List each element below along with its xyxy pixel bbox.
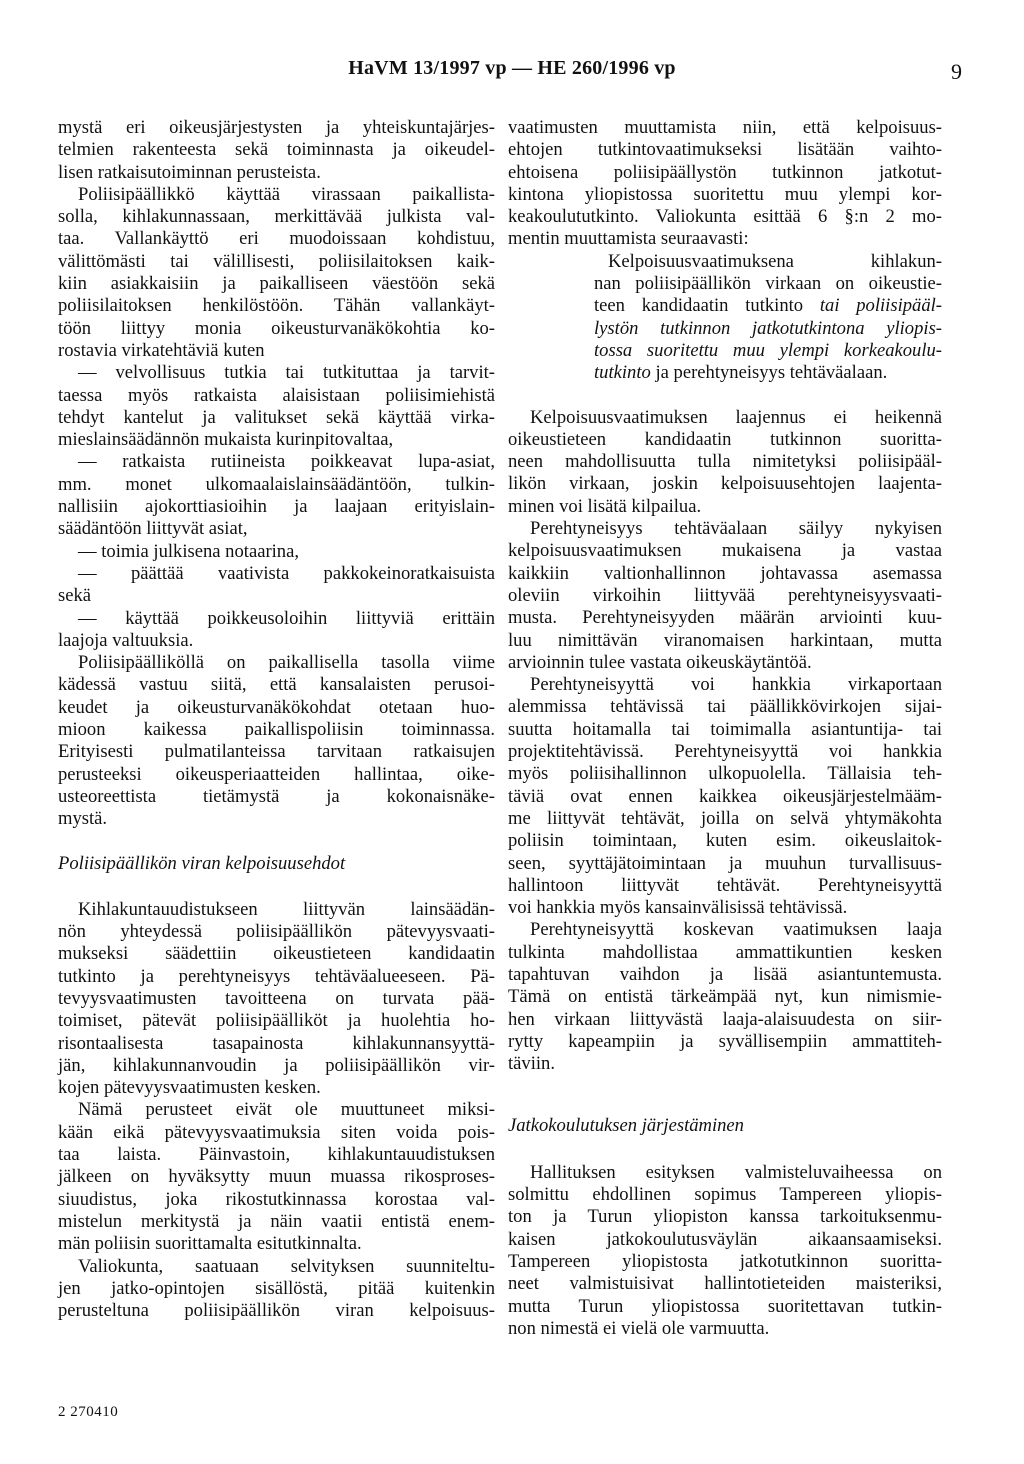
text-line: Poliisipäällikkö käyttää virassaan paikallista- — [78, 183, 495, 205]
text-line: risontaalisesta tasapainosta kihlakunnansyyttä- — [58, 1032, 495, 1054]
text-line: siuudistus, joka rikostutkinnassa korostaa val- — [58, 1188, 495, 1210]
text-line: Perehtyneisyyttä voi hankkia virkaportaan — [530, 674, 942, 696]
text-line: kintona yliopistossa suoritettu muu ylempi kor- — [508, 183, 942, 205]
text-line: solmittu ehdollinen sopimus Tampereen yliopis- — [508, 1184, 942, 1206]
text-line: me liittyvät tehtävät, joilla on selvä yhtymäkohta — [508, 807, 942, 829]
quote-line: nan poliisipäällikön virkaan on oikeustie- — [594, 273, 942, 295]
text-line: tutkinto ja perehtyneisyys tehtäväalueeseen. Pä- — [58, 965, 495, 987]
text-line: mieslainsäädännön mukaista kurinpitovaltaa, — [58, 429, 394, 451]
list-item-line: — käyttää poikkeusoloihin liittyviä erittäin — [78, 607, 495, 629]
text-line: Valiokunta, saatuaan selvityksen suunniteltu- — [78, 1255, 495, 1277]
text-line: mm. monet ulkomaalaislainsäädäntöön, tulkin- — [58, 473, 495, 495]
text-line: perusteltuna poliisipäällikön viran kelpoisuus- — [58, 1300, 495, 1322]
text-line: jen jatko-opintojen sisällöstä, pitää kuitenkin — [58, 1277, 495, 1299]
text-line: keakoulututkinto. Valiokunta esittää 6 §:n 2 mo- — [508, 206, 942, 228]
amendment-quote — [508, 251, 942, 385]
quote-line — [508, 362, 942, 384]
text-line: tapahtuvan vaihdon ja lisää asiantuntemusta. — [508, 963, 942, 985]
list-item-line: — päättää vaativista pakkokeinoratkaisuista — [78, 562, 495, 584]
text-line: jälkeen on hyväksytty muun muassa rikosproses- — [58, 1166, 495, 1188]
text-line: lisen ratkaisutoiminnan perusteista. — [58, 161, 321, 183]
text-line: arvioinnin tulee vastata oikeuskäytäntöä. — [508, 651, 812, 673]
text-line: Kelpoisuusvaatimuksen laajennus ei heikennä — [530, 406, 942, 428]
print-code: 2 270410 — [58, 1404, 119, 1420]
text-line: oleviin virkoihin liittyvää perehtyneisyysvaati- — [508, 584, 942, 606]
text-line: myös poliisihallinnon ulkopuolella. Tällaisia teh- — [508, 763, 942, 785]
text-line: vaatimusten muuttamista niin, että kelpoisuus- — [508, 117, 942, 138]
text-line: hallintoon liittyvät tehtävät. Perehtyneisyyttä — [508, 874, 942, 896]
section-heading-further-training: Jatkokoulutuksen järjestäminen — [508, 1115, 744, 1137]
text-line: perusteeksi oikeusperiaatteiden hallintaa, oike- — [58, 763, 495, 785]
text-line: nallisiin ajokorttiasioihin ja laajaan erityislain- — [58, 496, 495, 518]
text-line: tulkinta mahdollistaa ammattikuntien kesken — [508, 941, 942, 963]
text-line: seen, syyttäjätoimintaan ja muuhun turvallisuus- — [508, 852, 942, 874]
text-line: ton ja Turun yliopiston kanssa tarkoituksenmu- — [508, 1206, 942, 1228]
text-line: mukseksi säädettiin oikeustieteen kandidaatin — [58, 943, 495, 965]
text-line: Perehtyneisyys tehtäväalaan säilyy nykyisen — [530, 518, 942, 540]
right-section-body — [508, 1162, 942, 1340]
text-line: Tämä on entistä tärkeämpää nyt, kun nimismie- — [508, 986, 942, 1008]
text-line: kiin asiakkaisiin ja paikalliseen väestöön sekä — [58, 273, 495, 295]
quote-line: lystön tutkinnon jatkotutkintona yliopis- — [594, 317, 942, 339]
text-line: kään eikä pätevyysvaatimuksia siten voida pois- — [58, 1121, 495, 1143]
text-line: taessa myös ratkaista alaisistaan poliisimiehistä — [58, 384, 495, 406]
text-line: poliisilaitoksen henkilöstöön. Tähän vallankäyt- — [58, 295, 495, 317]
text-line: likön virkaan, joskin kelpoisuusehtojen laajenta- — [508, 473, 942, 495]
text-line: kaikkiin valtionhallinnon johtavassa asemassa — [508, 562, 942, 584]
text-line: keudet ja oikeusturvanäkökohdat otetaan huo- — [58, 696, 495, 718]
text-line: kelpoisuusvaatimuksen mukaisena ja vastaa — [508, 540, 942, 562]
quote-line: Kelpoisuusvaatimuksena kihlakun- — [608, 250, 942, 272]
text-line: kädessä vastuu siitä, että kansalaisten perusoi- — [58, 674, 495, 696]
text-line: non nimestä ei vielä ole varmuutta. — [508, 1317, 770, 1339]
quote-line-part: ja perehtyneisyys tehtäväalaan. — [650, 362, 888, 384]
text-line: hen virkaan liittyvästä laaja-alaisuudesta on siir- — [508, 1008, 942, 1030]
text-line: ehtoisena poliisipäällystön tutkinnon jatkotut- — [508, 161, 942, 183]
text-line: nön yhteydessä poliisipäällikön pätevyysvaati- — [58, 921, 495, 943]
list-item-line: — toimia julkisena notaarina, — [78, 540, 300, 562]
text-line: luu nimittävän viranomaisen harkintaan, mutta — [508, 629, 942, 651]
text-line: suutta hoitamalla tai toimimalla asiantuntija- tai — [508, 718, 942, 740]
text-line: ehtojen tutkintovaatimukseksi lisätään vaihto- — [508, 139, 942, 161]
text-line: telmien rakenteesta sekä toiminnasta ja oikeudel- — [58, 139, 495, 161]
text-line: tehdyt kantelut ja valitukset sekä käyttää virka- — [58, 406, 495, 428]
text-line: tevyysvaatimusten tavoitteena on turvata pää- — [58, 987, 495, 1009]
quote-line-part: teen kandidaatin tutkinto — [594, 295, 820, 317]
text-line: taa. Vallankäyttö eri muodoissaan kohdistuu, — [58, 228, 495, 250]
text-line: Erityisesti pulmatilanteissa tarvitaan ratkaisujen — [58, 741, 495, 763]
quote-line-italic-part: tai poliisipääl- — [819, 295, 942, 317]
text-line: rostavia virkatehtäviä kuten — [58, 339, 265, 361]
text-line: mystä. — [58, 808, 108, 830]
text-line: Kihlakuntauudistukseen liittyvän lainsäädän- — [78, 898, 495, 920]
text-line: täviä ovat ennen kaikkea oikeusjärjestelmääm- — [508, 785, 942, 807]
quote-line: tossa suoritettu muu ylempi korkeakoulu- — [594, 339, 942, 361]
text-line: Tampereen yliopistosta jatkotutkinnon suoritta- — [508, 1250, 942, 1272]
right-body-block — [508, 407, 942, 1076]
right-paragraph-block — [508, 117, 942, 251]
text-line: mentin muuttamista seuraavasti: — [508, 228, 749, 250]
left-section-body — [58, 899, 495, 1323]
page-number: 9 — [951, 59, 962, 84]
text-line: mioon kaikessa paikallispoliisin toiminnassa. — [58, 719, 495, 741]
text-line: Nämä perusteet eivät ole muuttuneet miksi- — [78, 1099, 495, 1121]
document-reference-title: HaVM 13/1997 vp — HE 260/1996 vp — [348, 57, 676, 79]
text-line: jän, kihlakunnanvoudin ja poliisipäällikön vir- — [58, 1054, 495, 1076]
left-column — [58, 117, 495, 1322]
text-line: Hallituksen esityksen valmisteluvaiheessa on — [530, 1161, 942, 1183]
quote-line — [508, 295, 942, 317]
text-line: säädäntöön liittyvät asiat, — [58, 518, 248, 540]
text-line: kojen pätevyysvaatimusten kesken. — [58, 1077, 321, 1099]
text-line: taa laista. Päinvastoin, kihlakuntauudistuksen — [58, 1144, 495, 1166]
text-line: Poliisipäälliköllä on paikallisella tasolla viime — [78, 652, 495, 674]
text-line: laajoja valtuuksia. — [58, 629, 194, 651]
text-line: usteoreettista tietämystä ja kokonaisnäke- — [58, 785, 495, 807]
left-paragraph-block — [58, 117, 495, 831]
text-line: musta. Perehtyneisyyden määrän arviointi kuu- — [508, 607, 942, 629]
text-line: töön liittyy monia oikeusturvanäkökohtia ko- — [58, 317, 495, 339]
text-line: voi hankkia myös kansainvälisissä tehtävissä. — [508, 897, 848, 919]
quote-line-italic-part: tutkinto — [594, 362, 651, 384]
text-line: sekä — [58, 585, 92, 607]
section-heading-qualifications: Poliisipäällikön viran kelpoisuusehdot — [58, 852, 346, 874]
text-line: neet valmistuisivat hallintotieteiden maisteriksi, — [508, 1273, 942, 1295]
text-line: minen voi lisätä kilpailua. — [508, 495, 702, 517]
right-column — [508, 117, 942, 1340]
text-line: projektitehtävissä. Perehtyneisyyttä voi hankkia — [508, 741, 942, 763]
text-line: oikeustieteen kandidaatin tutkinnon suoritta- — [508, 428, 942, 450]
text-line: kaisen jatkokoulutusväylän aikaansaamiseksi. — [508, 1228, 942, 1250]
text-line: solla, kihlakunnassaan, merkittävää julkista val- — [58, 206, 495, 228]
text-line: män poliisin suorittamalta esitutkinnalta. — [58, 1233, 362, 1255]
list-item-line: — velvollisuus tutkia tai tutkituttaa ja tarvit- — [78, 362, 495, 384]
page-header — [0, 57, 1024, 85]
text-line: toimiset, pätevät poliisipäälliköt ja huolehtia ho- — [58, 1010, 495, 1032]
text-line: mystä eri oikeusjärjestysten ja yhteiskuntajärjes- — [58, 117, 495, 138]
list-item-line: — ratkaista rutiineista poikkeavat lupa-asiat, — [78, 451, 495, 473]
text-line: mistelun merkitystä ja näin vaatii entistä enem- — [58, 1210, 495, 1232]
text-line: täviin. — [508, 1053, 555, 1075]
text-line: välittömästi tai välillisesti, poliisilaitoksen kaik- — [58, 250, 495, 272]
text-line: rytty kapeampiin ja syvällisempiin ammattiteh- — [508, 1030, 942, 1052]
text-line: alemmissa tehtävissä tai päällikkövirkojen sijai- — [508, 696, 942, 718]
text-line: mutta Turun yliopistossa suoritettavan tutkin- — [508, 1295, 942, 1317]
text-line: neen mahdollisuutta tulla nimitetyksi poliisipääl- — [508, 451, 942, 473]
text-line: Perehtyneisyyttä koskevan vaatimuksen laaja — [530, 919, 942, 941]
text-line: poliisin toimintaan, kuten esim. oikeuslaitok- — [508, 830, 942, 852]
